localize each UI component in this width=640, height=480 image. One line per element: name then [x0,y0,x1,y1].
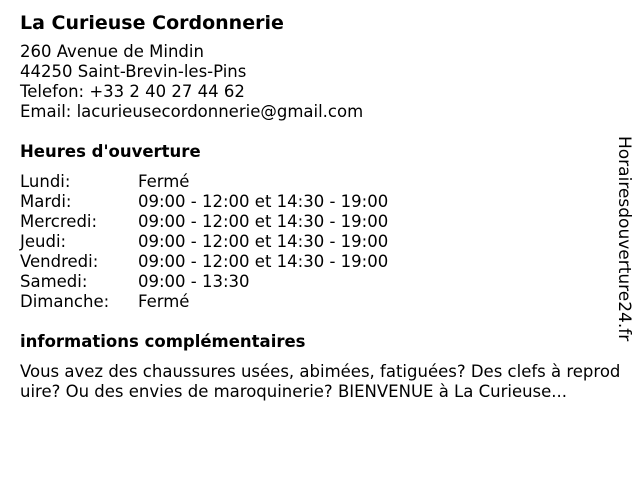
info-description: Vous avez des chaussures usées, abimées, fatiguées? Des clefs à reproduire? Ou des envies de maroquinerie? BIENVENUE à La Curieuse... [20,362,621,401]
city-postal: 44250 Saint-Brevin-les-Pins [20,62,247,81]
hours-row-dimanche [20,292,628,312]
phone-number: Telefon: +33 2 40 27 44 62 [20,82,245,101]
email-address: Email: lacurieusecordonnerie@gmail.com [20,102,364,121]
day-label: Lundi: [20,172,71,191]
day-label: Jeudi: [20,232,67,251]
day-label: Dimanche: [20,292,110,311]
day-label: Mardi: [20,192,72,211]
day-label: Vendredi: [20,252,99,271]
hours-heading: Heures d'ouverture [20,142,201,161]
business-name: La Curieuse Cordonnerie [20,12,284,34]
street-address: 260 Avenue de Mindin [20,42,204,61]
hours-row-vendredi [20,252,628,272]
time-value: 09:00 - 12:00 et 14:30 - 19:00 [138,192,389,211]
hours-row-mercredi [20,212,628,232]
site-watermark: Horairesdouverture24.fr [614,136,634,342]
hours-row-mardi [20,192,628,212]
time-value: Fermé [138,292,190,311]
hours-row-jeudi [20,232,628,252]
hours-row-samedi [20,272,628,292]
opening-hours-table [20,172,628,312]
day-label: Mercredi: [20,212,98,231]
info-heading: informations complémentaires [20,332,306,351]
business-card [20,10,628,402]
time-value: 09:00 - 12:00 et 14:30 - 19:00 [138,212,389,231]
time-value: Fermé [138,172,190,191]
time-value: 09:00 - 13:30 [138,272,250,291]
day-label: Samedi: [20,272,88,291]
hours-row-lundi [20,172,628,192]
time-value: 09:00 - 12:00 et 14:30 - 19:00 [138,252,389,271]
time-value: 09:00 - 12:00 et 14:30 - 19:00 [138,232,389,251]
contact-block [20,42,628,122]
